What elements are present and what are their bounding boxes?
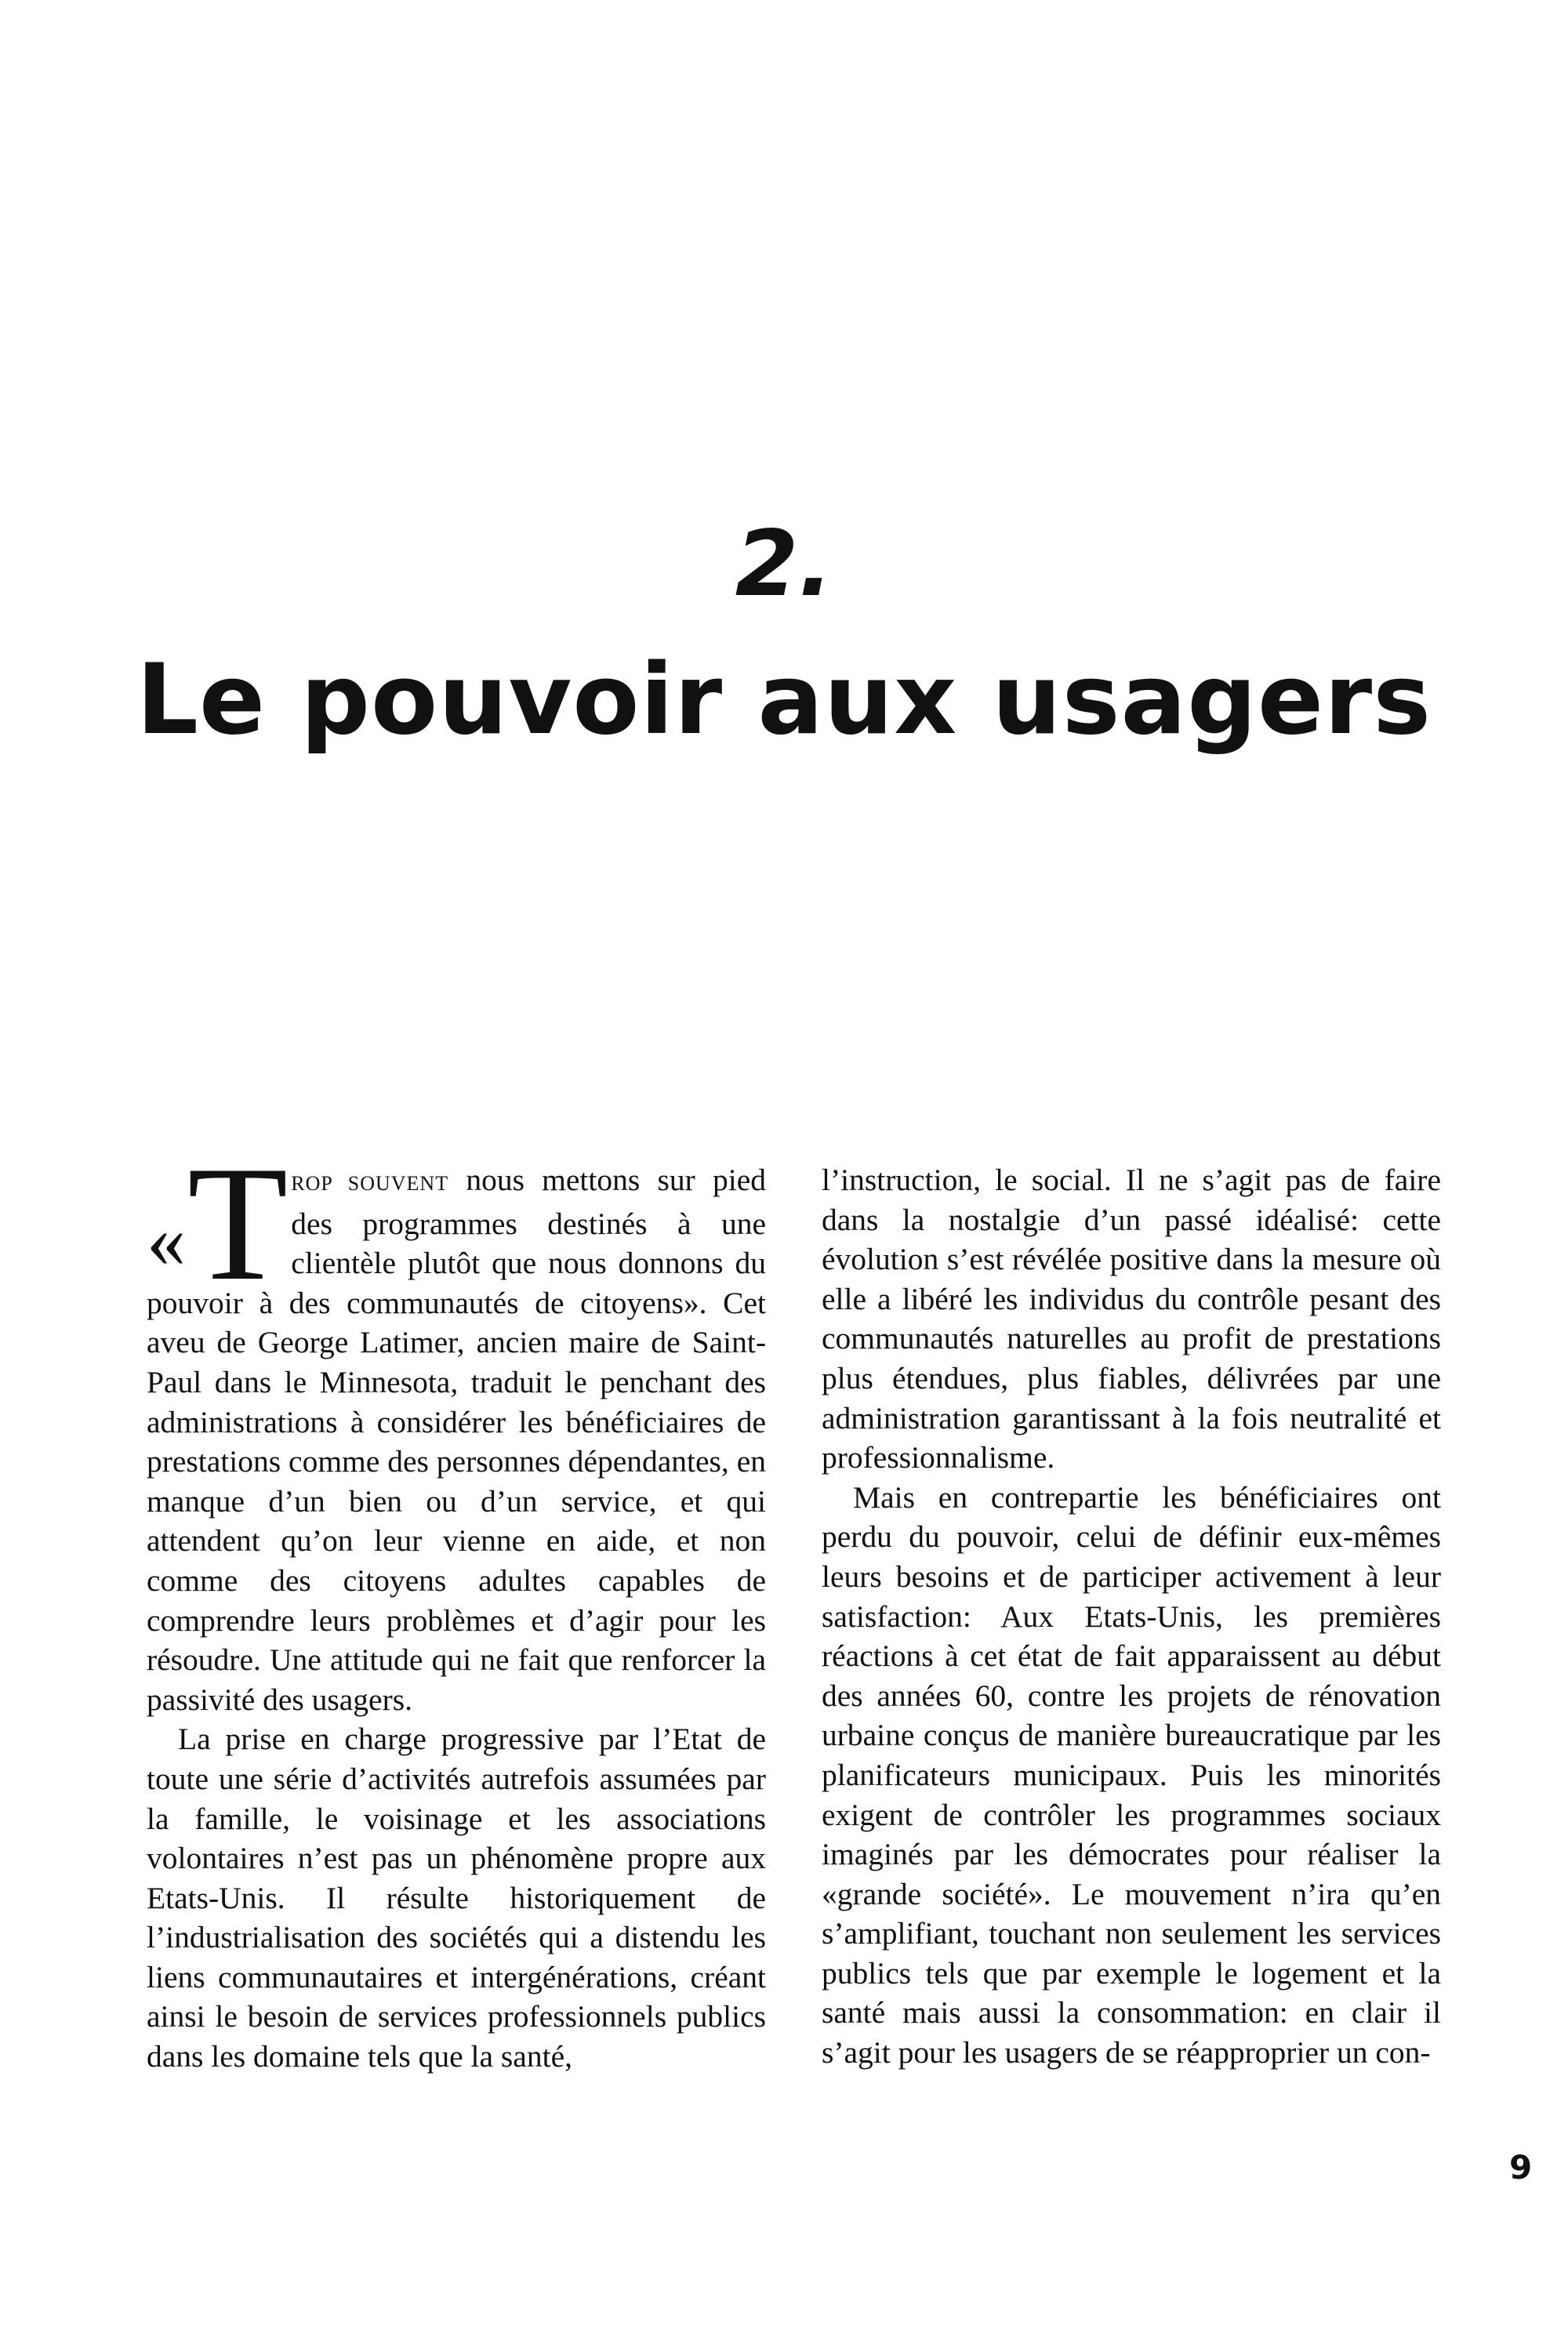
left-column bbox=[147, 1133, 766, 2077]
paragraph-1 bbox=[147, 1133, 766, 1719]
right-column bbox=[822, 1160, 1441, 2073]
small-caps-lead: ROP SOUVENT bbox=[291, 1172, 449, 1195]
paragraph-4: Mais en contrepartie les bénéficiaires ont perdu du pouvoir, celui de définir eux-mêmes leurs besoins et de participer activement à leur satisfaction: Aux Etats-Unis, les premières réactions à cet état de fait apparaissent au début des années 60, contre les projets de rénovation urbaine conçus de manière bureaucratique par les planificateurs municipaux. Puis les minorités exigent de contrôler les programmes sociaux imaginés par les démocrates pour réaliser la «grande société». Le mouvement n’ira qu’en s’amplifiant, touchant non seulement les services publics tels que par exemple le logement et la santé mais aussi la consommation: en clair il s’agit pour les usagers de se réapproprier un con- bbox=[822, 1479, 1441, 2070]
opening-quote-mark: « bbox=[147, 1196, 186, 1283]
paragraph-3: l’instruction, le social. Il ne s’agit pas de faire dans la nostalgie d’un passé idéalisé: cette évolution s’est révélée positive dans la mesure où elle a libéré les individus du contrôle pesant des communautés naturelles au profit de prestations plus étendues, plus fiables, délivrées par une administration garantissant à la fois neutralité et professionnalisme. bbox=[822, 1163, 1441, 1475]
page-number: 9 bbox=[1509, 2148, 1533, 2187]
paragraph-1-text: nous mettons sur pied des programmes destinés à une clientèle plutôt que nous donnons du pouvoir à des communautés de citoyens». Cet aveu de George Latimer, ancien maire de Saint-Paul dans le Minnesota, traduit le penchant des administrations à considérer les bénéficiaires de prestations comme des personnes dépendantes, en manque d’un bien ou d’un service, et qui attendent qu’on leur vienne en aide, et non comme des citoyens adultes capables de comprendre leurs problèmes et d’agir pour les résoudre. Une attitude qui ne fait que renforcer la passivité des usagers. bbox=[147, 1163, 766, 1717]
paragraph-2: La prise en charge progressive par l’Etat de toute une série d’activités autrefois assumées par la famille, le voisinage et les associations volontaires n’est pas un phénomène propre aux Etats-Unis. Il résulte historiquement de l’industrialisation des sociétés qui a distendu les liens communautaires et intergénérations, créant ainsi le besoin de services professionnels publics dans les domaine tels que la santé, bbox=[147, 1722, 766, 2074]
drop-cap: T bbox=[187, 1133, 289, 1315]
chapter-title: Le pouvoir aux usagers bbox=[136, 644, 1432, 757]
drop-cap-block bbox=[147, 1133, 289, 1315]
chapter-number: 2. bbox=[735, 511, 833, 617]
